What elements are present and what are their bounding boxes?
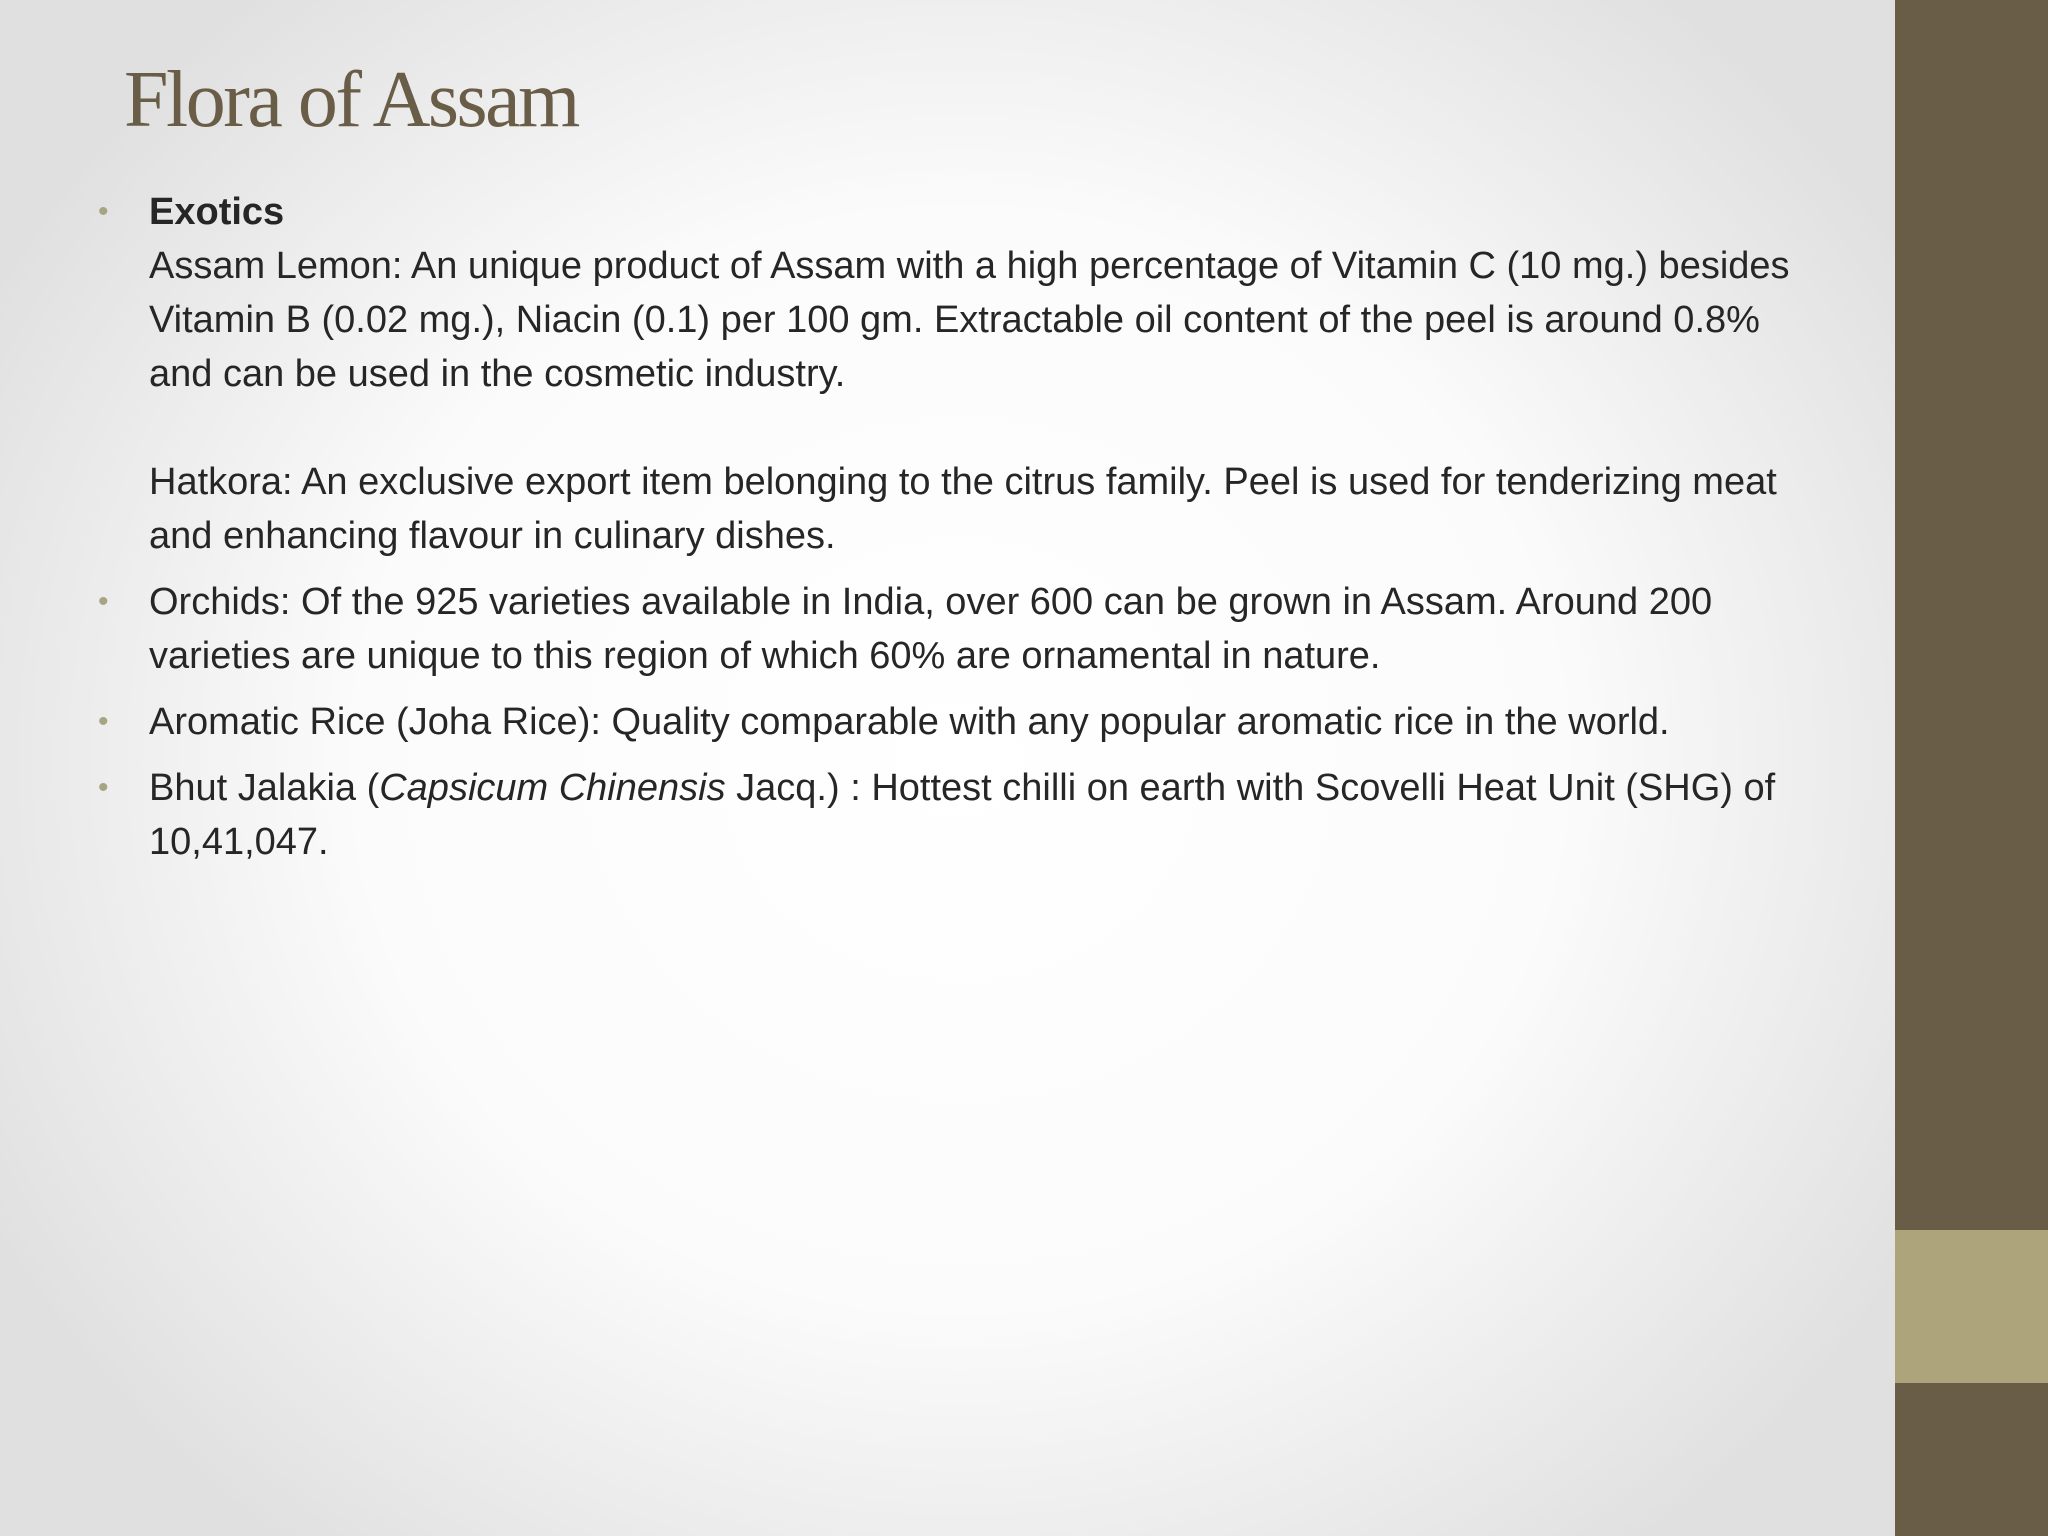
bhut-jalakia-species: Capsicum Chinensis	[379, 767, 726, 809]
bullet-bhut-jalakia	[96, 761, 1796, 869]
bullet-aromatic-rice	[96, 695, 1796, 749]
bullet-icon: •	[98, 585, 109, 618]
bullet-icon: •	[98, 771, 109, 804]
assam-lemon-text: Assam Lemon: An unique product of Assam with a high percentage of Vitamin C (10 mg.) besides Vitamin B (0.02 mg.), Niacin (0.1) per 100 gm. Extractable oil content of the peel is around 0.8% and can be used in the cosmetic industry.	[149, 245, 1790, 395]
bhut-jalakia-suffix: Jacq.) : Hottest chilli on earth with Scovelli Heat Unit (SHG) of 10,41,047.	[149, 767, 1776, 863]
bullet-list	[96, 185, 1796, 881]
hatkora-text: Hatkora: An exclusive export item belonging to the citrus family. Peel is used for tenderizing meat and enhancing flavour in culinary dishes.	[149, 461, 1777, 557]
aromatic-rice-text: Aromatic Rice (Joha Rice): Quality comparable with any popular aromatic rice in the world.	[149, 701, 1670, 743]
bhut-jalakia-prefix: Bhut Jalakia (	[149, 767, 380, 809]
bhut-jalakia-text	[149, 761, 1796, 869]
bullet-exotics	[96, 185, 1796, 563]
bullet-icon: •	[98, 195, 109, 228]
spacer	[149, 401, 1796, 455]
sidebar-accent-block	[1895, 1230, 2048, 1383]
bullet-icon: •	[98, 705, 109, 738]
orchids-text: Orchids: Of the 925 varieties available in India, over 600 can be grown in Assam. Around 200 varieties are unique to this region of which 60% are ornamental in nature.	[149, 581, 1713, 677]
bullet-heading: Exotics	[149, 191, 285, 233]
bullet-orchids	[96, 575, 1796, 683]
slide-title: Flora of Assam	[124, 56, 578, 144]
